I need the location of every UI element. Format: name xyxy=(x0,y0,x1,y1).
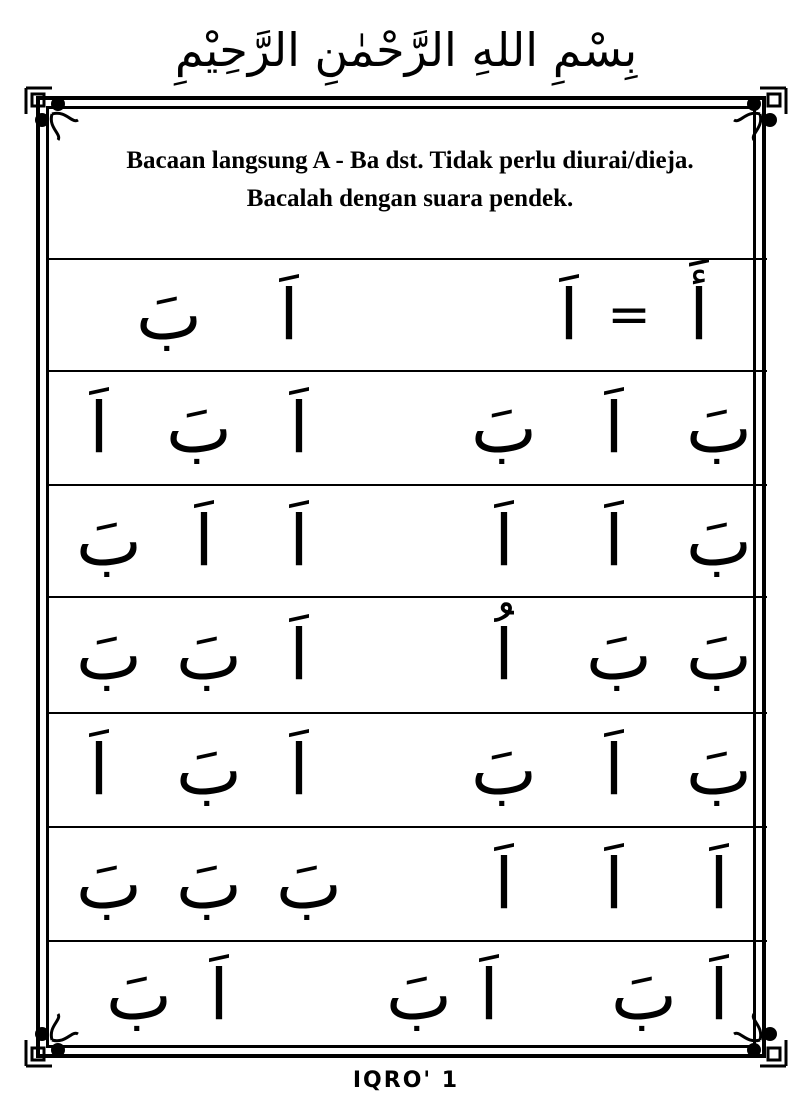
instruction-line: Bacalah dengan suara pendek. xyxy=(246,185,574,212)
letter-cell: بَ xyxy=(611,954,677,1036)
letter-cell: اَ xyxy=(289,729,309,811)
letter-cell: اَ xyxy=(279,274,299,356)
letter-cell: أَ xyxy=(689,274,709,356)
letter-cell: بَ xyxy=(176,729,242,811)
basmala-heading: بِسْمِ اللهِ الرَّحْمٰنِ الرَّحِيْمِ xyxy=(174,23,638,77)
letter-cell: اَ xyxy=(709,843,729,925)
letter-cell: اَ xyxy=(479,954,499,1036)
letter-cell: بَ xyxy=(586,614,652,696)
letter-row xyxy=(49,596,767,712)
letter-cell: بَ xyxy=(686,387,752,469)
letter-cell: بَ xyxy=(136,274,202,356)
letter-cell: بَ xyxy=(276,843,342,925)
letter-row xyxy=(49,258,767,370)
letter-cell: اَ xyxy=(289,500,309,582)
letter-row xyxy=(49,940,767,1048)
letter-row xyxy=(49,712,767,826)
letter-cell: اَ xyxy=(494,500,514,582)
page-footer-label: IQRO' 1 xyxy=(352,1068,460,1093)
letter-cell: اُ xyxy=(494,614,514,696)
letter-cell: اَ xyxy=(289,614,309,696)
letter-cell: اَ xyxy=(494,843,514,925)
letter-cell: اَ xyxy=(209,954,229,1036)
letter-cell: اَ xyxy=(709,954,729,1036)
letter-row xyxy=(49,370,767,484)
letter-cell: اَ xyxy=(604,843,624,925)
letter-cell: بَ xyxy=(106,954,172,1036)
letter-cell: بَ xyxy=(76,614,142,696)
equals-sign: = xyxy=(607,285,651,345)
letter-cell: اَ xyxy=(289,387,309,469)
letter-cell: اَ xyxy=(89,729,109,811)
letter-cell: بَ xyxy=(686,614,752,696)
letter-cell: بَ xyxy=(386,954,452,1036)
letter-cell: بَ xyxy=(76,843,142,925)
instruction-line: Bacaan langsung A - Ba dst. Tidak perlu diurai/dieja. xyxy=(126,147,694,174)
letter-cell: بَ xyxy=(686,729,752,811)
letter-cell: بَ xyxy=(76,500,142,582)
corner-ornament-icon xyxy=(726,84,790,148)
letter-cell: بَ xyxy=(176,614,242,696)
letter-cell: بَ xyxy=(471,729,537,811)
letter-cell: اَ xyxy=(89,387,109,469)
letter-cell: اَ xyxy=(194,500,214,582)
corner-ornament-icon xyxy=(22,84,86,148)
letter-cell: بَ xyxy=(686,500,752,582)
letter-row xyxy=(49,826,767,940)
letter-cell: اَ xyxy=(604,500,624,582)
letter-cell: اَ xyxy=(559,274,579,356)
letter-cell: اَ xyxy=(604,387,624,469)
instructions xyxy=(60,142,760,218)
letter-cell: بَ xyxy=(176,843,242,925)
letter-cell: اَ xyxy=(604,729,624,811)
letter-cell: بَ xyxy=(166,387,232,469)
letter-cell: بَ xyxy=(471,387,537,469)
letter-row xyxy=(49,484,767,596)
